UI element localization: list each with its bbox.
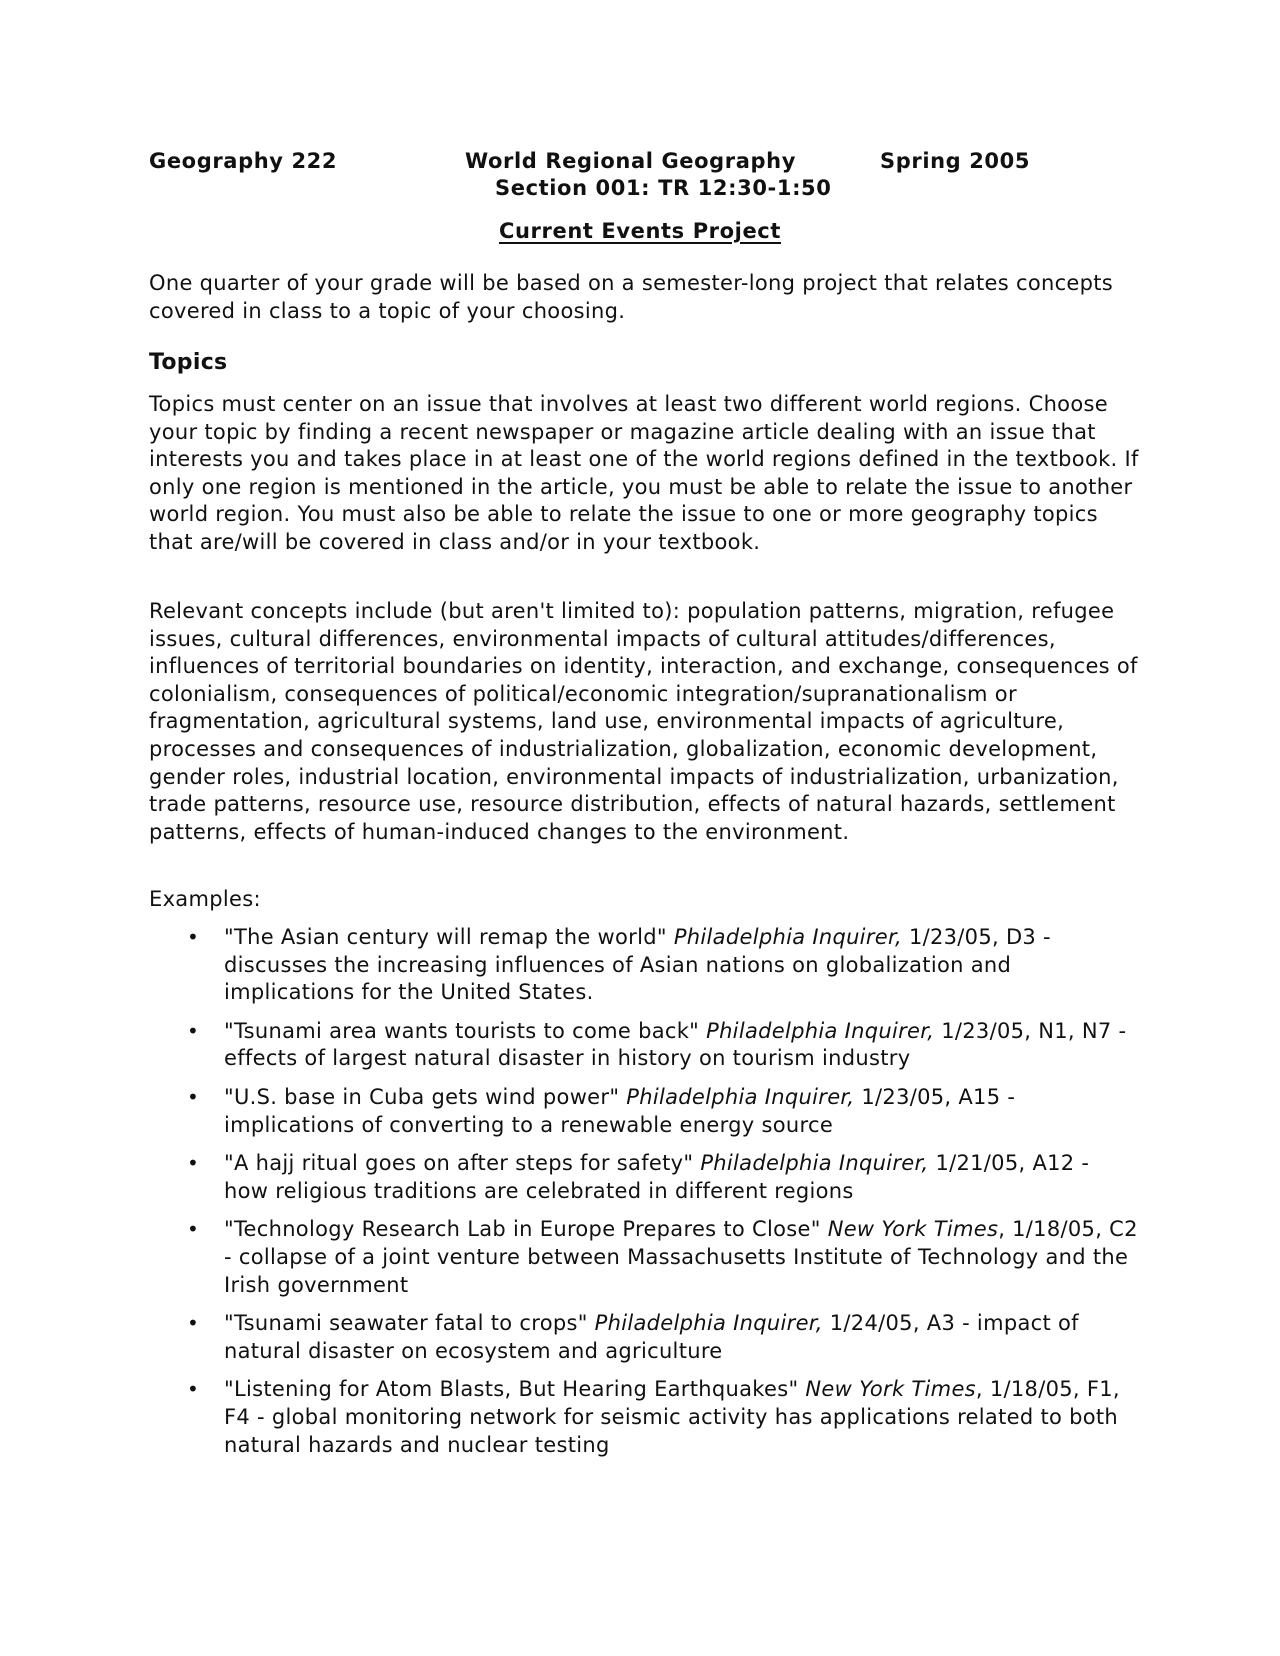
- bullet-icon: •: [187, 925, 200, 949]
- topics-heading: Topics: [149, 350, 228, 375]
- term: Spring 2005: [880, 149, 1031, 173]
- example-item: [149, 1150, 1139, 1205]
- example-details: 1/21/05, A12 - how religious traditions are celebrated in different regions: [224, 1151, 1090, 1203]
- example-source: Philadelphia Inquirer,: [700, 1151, 929, 1176]
- example-item: [149, 1084, 1139, 1139]
- example-details: 1/23/05, D3 - discusses the increasing influences of Asian nations on globalization and implications for the United States.: [224, 925, 1051, 1005]
- example-source: Philadelphia Inquirer,: [706, 1018, 935, 1043]
- examples-label: Examples:: [149, 887, 261, 911]
- example-headline: "The Asian century will remap the world": [224, 925, 674, 949]
- example-headline: "Tsunami seawater fatal to crops": [224, 1311, 595, 1336]
- section-info: Section 001: TR 12:30-1:50: [495, 176, 832, 200]
- example-details: 1/23/05, A15 - implications of converting to a renewable energy source: [224, 1084, 1016, 1137]
- course-title: World Regional Geography: [465, 149, 796, 173]
- example-item: [149, 1376, 1139, 1459]
- example-headline: "A hajj ritual goes on after steps for safety": [224, 1151, 701, 1176]
- example-item: [149, 1216, 1139, 1299]
- example-item: [149, 1310, 1139, 1365]
- example-details: 1/23/05, N1, N7 - effects of largest natural disaster in history on tourism industry: [224, 1018, 1127, 1071]
- document-title: Current Events Project: [499, 219, 781, 243]
- example-headline: "U.S. base in Cuba gets wind power": [224, 1084, 627, 1109]
- example-item: [149, 924, 1139, 1007]
- example-source: Philadelphia Inquirer,: [594, 1311, 823, 1336]
- bullet-icon: •: [187, 1084, 200, 1109]
- bullet-icon: •: [187, 1018, 200, 1043]
- bullet-icon: •: [187, 1311, 200, 1336]
- example-source: New York Times: [805, 1377, 976, 1402]
- example-source: New York Times: [827, 1217, 999, 1242]
- concepts-paragraph: Relevant concepts include (but aren't limited to): population patterns, migration, refugee issues, cultural differences, environmental impacts of cultural attitudes/differences, influences of territorial boundaries on identity, interaction, and exchange, consequences of colonialism, consequences of political/economic integration/supranationalism or fragmentation, agricultural systems, land use, environmental impacts of agriculture, processes and consequences of industrialization, globalization, economic development, gender roles, industrial location, environmental impacts of industrialization, urbanization, trade patterns, resource use, resource distribution, effects of natural hazards, settlement patterns, effects of human-induced changes to the environment.: [149, 599, 1138, 844]
- topics-paragraph: Topics must center on an issue that involves at least two different world regions. Choose your topic by finding a recent newspaper or magazine article dealing with an issue that interests you and takes place in at least one of the world regions defined in the textbook. If only one region is mentioned in the article, you must be able to relate the issue to another world region. You must also be able to relate the issue to one or more geography topics that are/will be covered in class and/or in your textbook.: [149, 392, 1139, 554]
- example-details: 1/24/05, A3 - impact of natural disaster on ecosystem and agriculture: [224, 1311, 1079, 1363]
- bullet-icon: •: [187, 1151, 200, 1176]
- intro-paragraph: One quarter of your grade will be based on a semester-long project that relates concepts covered in class to a topic of your choosing.: [149, 271, 1114, 323]
- bullet-icon: •: [187, 1377, 200, 1402]
- example-headline: "Technology Research Lab in Europe Prepares to Close": [224, 1217, 828, 1242]
- course-number: Geography 222: [149, 149, 338, 173]
- example-details: , 1/18/05, F1, F4 - global monitoring network for seismic activity has applications related to both natural hazards and nuclear testing: [224, 1377, 1120, 1457]
- example-details: , 1/18/05, C2 - collapse of a joint venture between Massachusetts Institute of Technology and the Irish government: [224, 1217, 1138, 1297]
- example-source: Philadelphia Inquirer,: [673, 925, 902, 949]
- example-item: [149, 1018, 1139, 1073]
- bullet-icon: •: [187, 1217, 200, 1242]
- examples-list: [149, 924, 1139, 1470]
- example-source: Philadelphia Inquirer,: [626, 1084, 855, 1109]
- example-headline: "Listening for Atom Blasts, But Hearing Earthquakes": [224, 1377, 806, 1402]
- example-headline: "Tsunami area wants tourists to come back": [224, 1018, 707, 1043]
